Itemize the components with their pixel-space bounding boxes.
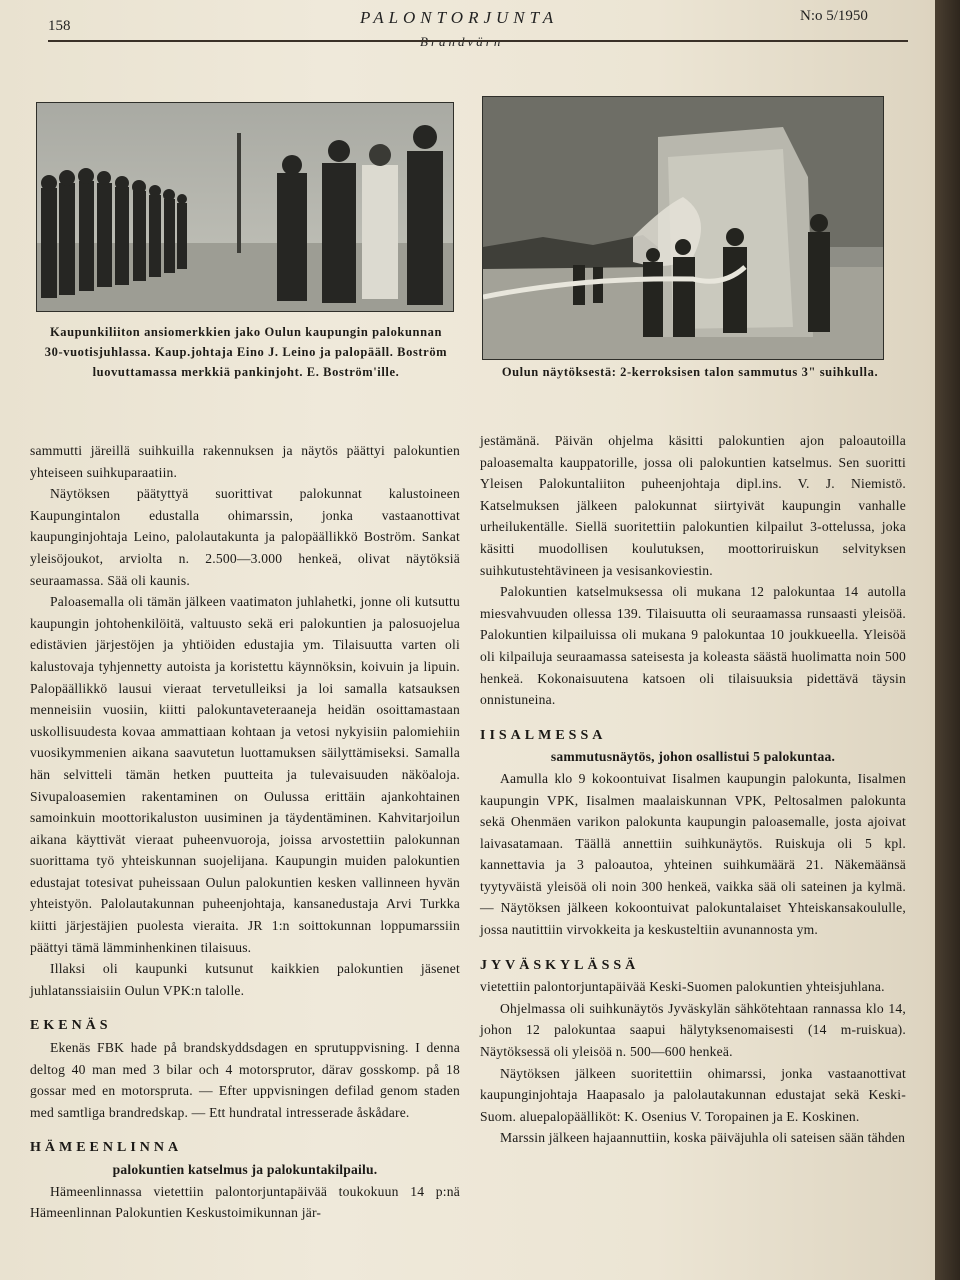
- section-subheading-hameenlinna: palokuntien katselmus ja palokuntakilpailu.: [112, 1162, 378, 1177]
- journal-subtitle: [420, 34, 503, 50]
- section-heading-jyvaskyla: JYVÄSKYLÄSSÄ: [480, 957, 640, 973]
- paragraph: Hämeenlinnassa vietettiin palontorjuntapäivää toukokuun 14 p:nä Hämeenlinnan Palokuntien Keskustoimikunnan jär-: [30, 1183, 460, 1221]
- issue-number: N:o 5/1950: [800, 8, 868, 24]
- left-column: [30, 440, 460, 1224]
- paragraph: Aamulla klo 9 kokoontuivat Iisalmen kaupungin palokunta, Iisalmen kaupungin VPK, Iisalmen maalaiskunnan VPK, Peltosalmen palokunta sekä Ohenmäen varikon palokunta kaupungin paloasemalle, josta ajoivat laivasatamaan. Täällä annettiin suihkunäytös. Ruiskuja oli 5 kpl. kannettavia ja 3 paloautoa, yhteinen suihkumäärä 21. Näkemäänsä tyytyväistä yleisöä oli noin 300 henkeä, vaikka sää oli sateinen ja kylmä. — Näytöksen jälkeen kokoontuivat palokuntalaiset Yhteiskansakoululle, jossa nautittiin virvokkeita ja keskusteltiin avunannosta ym.: [480, 770, 906, 938]
- paragraph: Ekenäs FBK hade på brandskyddsdagen en sprutuppvisning. I denna deltog 40 man med 3 bilar och 4 motorsprutor, därav gosskomp. på 18 gossar med en motorspruta. — Efter uppvisningen defilad genom staden med samtliga brandredskap. — Ett hundratal intresserade åskådare.: [30, 1040, 460, 1120]
- caption-left-photo: Kaupunkiliiton ansiomerkkien jako Oulun kaupungin palokunnan 30-vuotisjuhlassa. Kaup.johtaja Eino J. Leino ja palopääll. Boström luovuttamassa merkkiä pankinjoht. E. Boström'ille.: [44, 325, 448, 379]
- paragraph: Näytöksen jälkeen suoritettiin ohimarssi, jonka vastaanottivat kaupunginjohtaja Haapasalo ja palolautakunnan edustajat sekä Keski-Suom. aluepalopäälliköt: K. Osenius V. Toropainen ja E. Koskinen.: [480, 1065, 906, 1124]
- page-header: [0, 0, 935, 60]
- caption-right-photo: Oulun näytöksestä: 2-kerroksisen talon sammutus 3" suihkulla.: [501, 365, 879, 379]
- book-spine-edge: [935, 0, 960, 1280]
- section-subheading-iisalmi: sammutusnäytös, johon osallistui 5 palokuntaa.: [550, 749, 836, 765]
- paragraph: Illaksi oli kaupunki kutsunut kaikkien palokuntien jäsenet juhlatanssiaisiin Oulun VPK:n talolle.: [30, 961, 460, 998]
- paragraph: Ohjelmassa oli suihkunäytös Jyväskylän sähkötehtaan rannassa klo 14, johon 12 palokuntaa saapui hälytyksenomaisesti (14 m-ruiskua). Näytöksessä oli yleisöä n. 500—600 henkeä.: [480, 1000, 906, 1060]
- photo-fire-demonstration: [482, 96, 884, 360]
- section-heading-ekenas: EKENÄS: [30, 1018, 112, 1034]
- paragraph: Palokuntien katselmuksessa oli mukana 12 palokuntaa 14 autolla miesvahvuuden ollessa 139. Tilaisuutta oli seuraamassa runsaasti yleisöä. Palokuntien kilpailuissa oli mukana 9 palokuntaa 10 joukkueella. Yleisöä oli kilpailuja seuraamassa sateisesta ja koleasta säästä huolimatta noin 500 henkeä. Kokonaisuutena katsoen oli tilaisuuksia pidettävä täysin onnistuneina.: [480, 584, 906, 708]
- paragraph: jestämänä. Päivän ohjelma käsitti palokuntien ajon paloautoilla paloasemalta kauppatorille, jossa oli palokuntien katselmus. Sen suoritti Yleisen Palokuntaliiton puheenjohtaja dipl.ins. V. J. Niemistö. Katselmuksen jälkeen palokunnat siirtyivät kaupungin vanhalle urheilukentälle. Siellä suoritettiin palokuntien kilpailut 3-ottelussa, joka käsitti muodollisen koulutuksen, moottoriruiskun selvityksen suihkutustehtävineen ja vesisankoviestin.: [480, 433, 906, 578]
- page-number: 158: [48, 18, 71, 34]
- journal-title: PALONTORJUNTA: [360, 8, 559, 27]
- header-rule: [48, 40, 908, 42]
- right-column: [480, 430, 906, 1149]
- photo-medal-ceremony: [36, 102, 454, 312]
- section-heading-hameenlinna: HÄMEENLINNA: [30, 1140, 183, 1156]
- paragraph: Marssin jälkeen hajaannuttiin, koska päiväjuhla oli sateisen sään tähden: [500, 1130, 906, 1146]
- paragraph: vietettiin palontorjuntapäivää Keski-Suomen palokuntien yhteisjuhlana.: [480, 979, 885, 995]
- section-heading-iisalmi: IISALMESSA: [480, 727, 607, 743]
- paragraph: Paloasemalla oli tämän jälkeen vaatimaton juhlahetki, jonne oli kutsuttu kaupungin johtohenkilöitä, valtuusto sekä eri palokuntien ja palosuojelua edistävien järjestöjen ja yhtiöiden edustajia ym. Tilaisuutta varten oli kalustovaja tyhjennetty autoista ja koristettu käynnöksin, koivuin ja lipuin. Palopäällikkö lausui vieraat tervetulleiksi ja loi samalla katsauksen menneisiin vuosiin, kiitti palokuntaveteraaneja heidän osoittamastaan uskollisuudesta kovaa ammattiaan kohtaan ja vetosi nykyisiin palomiehiin vuosikymmenien aikana saavutetun luottamuksen säilyttämiseksi. Samalla hän selvitteli tämän hetken puutteita ja tulevaisuuden näköaloja. Sivupaloasemien rakentaminen on Oulussa erittäin ajankohtainen samoinkuin moottorikaluston uusiminen ja täydentäminen. Kahvitarjoilun aikana käyttivät vieraat puheenvuoroja, joissa arvostettiin palokunnan suorittama työ yhteiskunnan suojelijana. Kaupungin muiden palokuntien edustajat totesivat puheissaan Oulun palokuntien kesken vallinneen hyvän yhteistyön. Palolautakunnan puheenjohtaja, kansanedustaja Arvi Turkka kiitti järjestäjien puolesta vieraita. JR 1:n soittokunnan loppumarssiin päättyi tämä lämminhenkinen tilaisuus.: [30, 594, 460, 955]
- paragraph: sammutti järeillä suihkuilla rakennuksen ja näytös päättyi palokuntien yhteiseen suihkuparaatiin.: [30, 443, 460, 480]
- paragraph: Näytöksen päätyttyä suorittivat palokunnat kalustoineen Kaupungintalon edustalla ohimarssin, jonka vastaanottivat kaupunginjohtaja Leino, palolautakunta ja palopäällikkö Boström. Sankat yleisöjoukot, arviolta n. 2.500—3.000 henkeä, olivat näytöksiä seuraamassa. Sää oli kaunis.: [30, 486, 460, 588]
